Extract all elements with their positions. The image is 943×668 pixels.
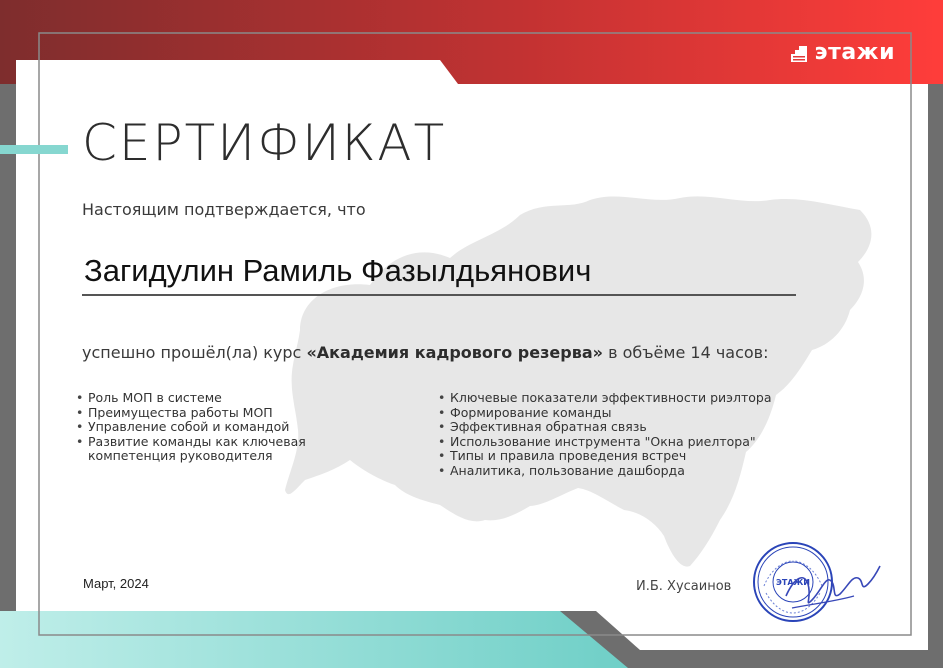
list-item: • Преимущества работы МОП — [76, 406, 376, 421]
teal-bottom-band — [0, 611, 628, 668]
list-item: • Типы и правила проведения встреч — [438, 449, 858, 464]
signer-name: И.Б. Хусаинов — [636, 579, 732, 594]
logo-text: этажи — [814, 40, 895, 65]
list-item: • Эффективная обратная связь — [438, 420, 858, 435]
list-item: • Управление собой и командой — [76, 420, 376, 435]
issue-date: Март, 2024 — [83, 576, 149, 591]
course-prefix: успешно прошёл(ла) курс — [82, 343, 302, 362]
confirm-text: Настоящим подтверждается, что — [82, 200, 366, 219]
certificate-title: СЕРТИФИКАТ — [82, 114, 447, 172]
course-suffix: в объёме 14 часов: — [608, 343, 769, 362]
teal-accent-bar — [0, 145, 68, 154]
list-item: • Аналитика, пользование дашборда — [438, 464, 858, 479]
stamp-center-text: ЭТАЖИ — [775, 578, 811, 587]
list-item: • Ключевые показатели эффективности риэлтора — [438, 391, 858, 406]
course-line — [82, 343, 769, 362]
list-item: • Развитие команды как ключевая компетенция руководителя — [76, 435, 376, 464]
list-item: • Формирование команды — [438, 406, 858, 421]
company-logo — [789, 40, 895, 65]
handwritten-signature — [782, 556, 882, 616]
list-item: • Роль МОП в системе — [76, 391, 376, 406]
topics-list-right — [438, 391, 858, 478]
recipient-name: Загидулин Рамиль Фазылдьянович — [84, 253, 592, 288]
name-underline — [82, 294, 796, 296]
course-name: «Академия кадрового резерва» — [306, 343, 603, 362]
stairs-logo-icon — [789, 44, 809, 62]
topics-list-left — [76, 391, 376, 464]
list-item: • Использование инструмента "Окна риелтора" — [438, 435, 858, 450]
